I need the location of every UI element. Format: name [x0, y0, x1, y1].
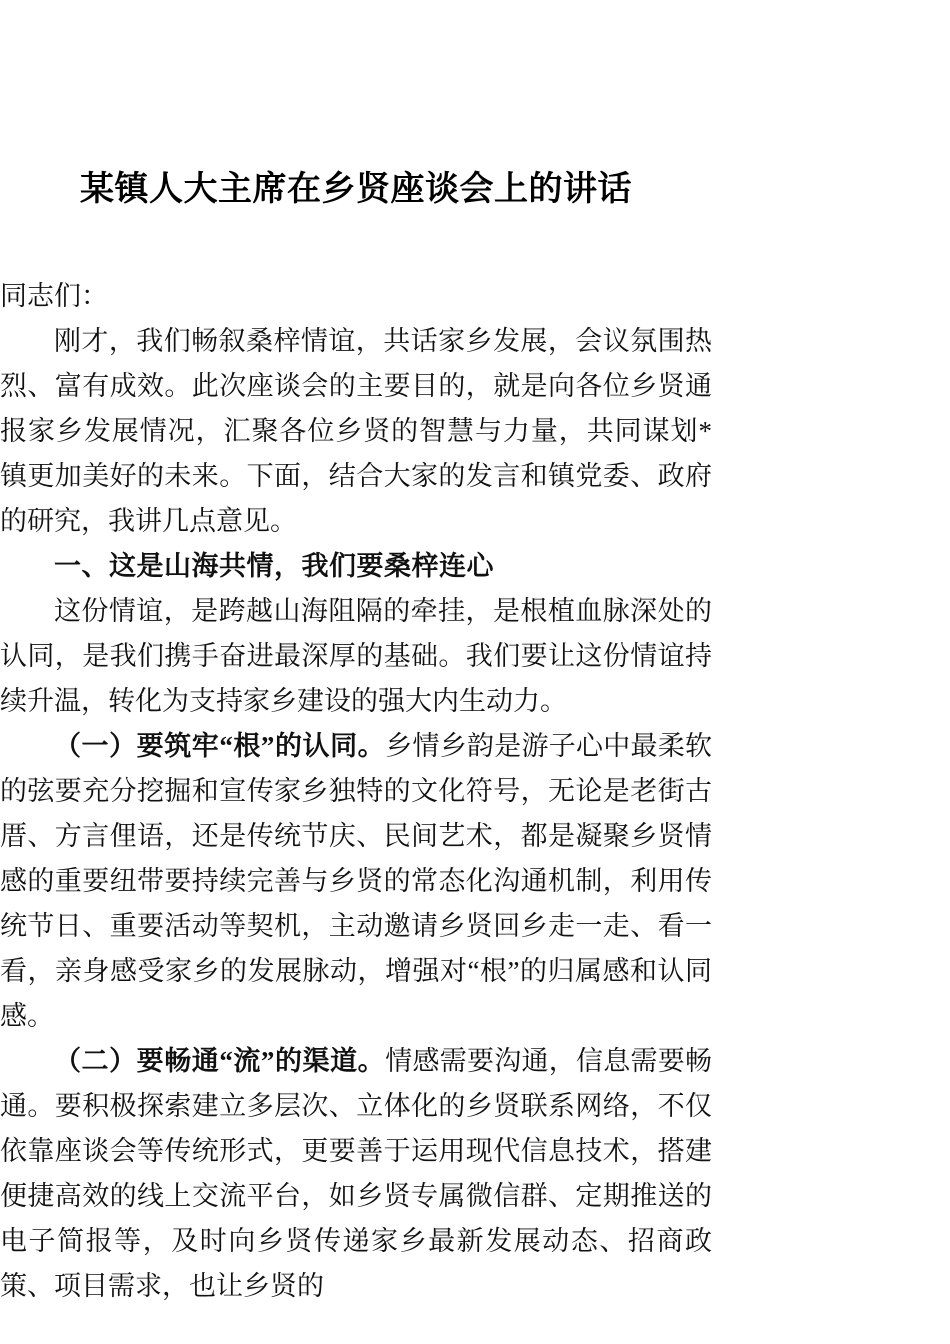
paragraph-opening: 刚才，我们畅叙桑梓情谊，共话家乡发展，会议氛围热烈、富有成效。此次座谈会的主要目的，就是向各位乡贤通报家乡发展情况，汇聚各位乡贤的智慧与力量，共同谋划*镇更加美好的未来。下面，结合大家的发言和镇党委、政府的研究，我讲几点意见。: [0, 326, 712, 536]
document-body: [0, 274, 712, 1309]
heading-section-1: 一、这是山海共情，我们要桑梓连心: [54, 551, 494, 581]
subsection-2-body: 情感需要沟通，信息需要畅通。要积极探索建立多层次、立体化的乡贤联系网络，不仅依靠座谈会等传统形式，更要善于运用现代信息技术，搭建便捷高效的线上交流平台，如乡贤专属微信群、定期推送的电子简报等，及时向乡贤传递家乡最新发展动态、招商政策、项目需求，也让乡贤的: [0, 1046, 712, 1301]
subsection-1-lead: （一）要筑牢“根”的认同。: [54, 731, 386, 761]
salutation: 同志们：: [0, 281, 108, 311]
paragraph-subsection-1: [0, 724, 712, 1039]
subsection-2-lead: （二）要畅通“流”的渠道。: [54, 1046, 386, 1076]
paragraph-section-1-intro: 这份情谊，是跨越山海阻隔的牵挂，是根植血脉深处的认同，是我们携手奋进最深厚的基础。我们要让这份情谊持续升温，转化为支持家乡建设的强大内生动力。: [0, 596, 712, 716]
paragraph-subsection-2: [0, 1039, 712, 1309]
page-title: 某镇人大主席在乡贤座谈会上的讲话: [80, 171, 632, 208]
subsection-1-body: 乡情乡韵是游子心中最柔软的弦要充分挖掘和宣传家乡独特的文化符号，无论是老街古厝、方言俚语，还是传统节庆、民间艺术，都是凝聚乡贤情感的重要纽带要持续完善与乡贤的常态化沟通机制，利用传统节日、重要活动等契机，主动邀请乡贤回乡走一走、看一看，亲身感受家乡的发展脉动，增强对“根”的归属感和认同感。: [0, 731, 712, 1031]
